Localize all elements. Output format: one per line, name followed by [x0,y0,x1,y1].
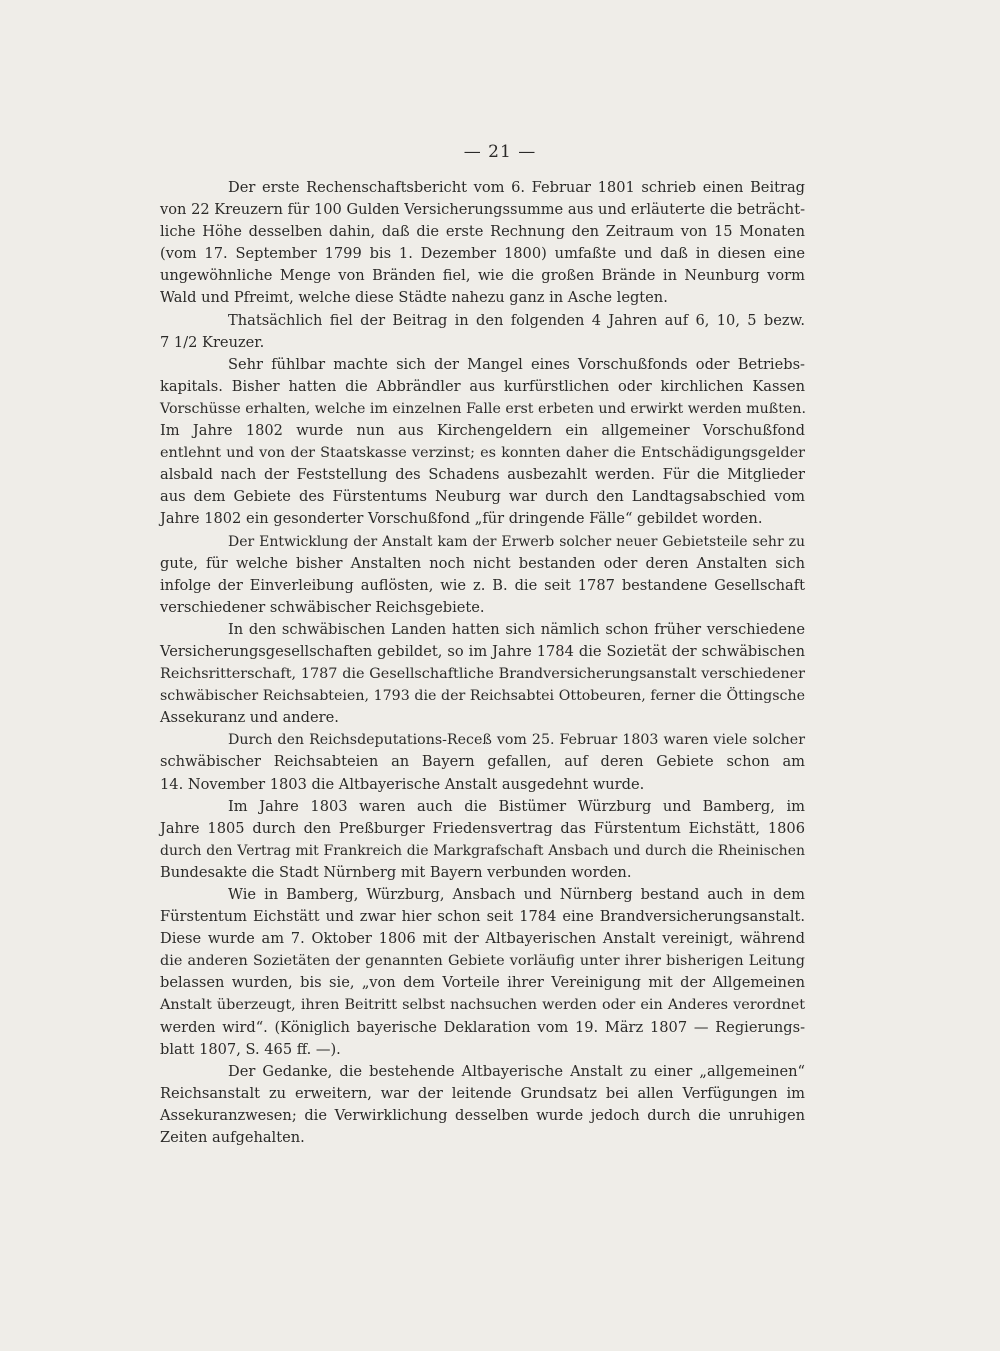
text-line: Assekuranzwesen; die Verwirklichung desselben wurde jedoch durch die unruhigen [160,1106,805,1124]
text-line: (vom 17. September 1799 bis 1. Dezember 1800) umfaßte und daß in diesen eine [160,245,805,263]
text-line: schwäbischer Reichsabteien, 1793 die der Reichsabtei Ottobeuren, ferner die Öttingsche [160,688,805,705]
text-line: Diese wurde am 7. Oktober 1806 mit der Altbayerischen Anstalt vereinigt, während [160,930,805,948]
text-line: Thatsächlich fiel der Beitrag in den folgenden 4 Jahren auf 6, 10, 5 bezw. [228,311,805,329]
text-line: belassen wurden, bis sie, „von dem Vorteile ihrer Vereinigung mit der Allgemeinen [160,974,805,992]
text-line: In den schwäbischen Landen hatten sich nämlich schon früher verschiedene [228,620,805,638]
text-line: durch den Vertrag mit Frankreich die Markgrafschaft Ansbach und durch die Rheinischen [160,842,805,859]
text-line: Durch den Reichsdeputations-Receß vom 25. Februar 1803 waren viele solcher [228,732,805,749]
text-line: verschiedener schwäbischer Reichsgebiete. [160,598,485,616]
text-line: Assekuranz und andere. [160,709,339,727]
text-line: Fürstentum Eichstätt und zwar hier schon seit 1784 eine Brandversicherungsanstalt. [160,908,805,926]
text-line: blatt 1807, S. 465 ff. —). [160,1040,341,1058]
text-line: schwäbischer Reichsabteien an Bayern gefallen, auf deren Gebiete schon am [160,753,805,771]
text-line: 14. November 1803 die Altbayerische Anstalt ausgedehnt wurde. [160,775,645,793]
text-line: alsbald nach der Feststellung des Schadens ausbezahlt werden. Für die Mitglieder [160,466,805,484]
text-line: Der Entwicklung der Anstalt kam der Erwerb solcher neuer Gebietsteile sehr zu [228,533,805,550]
text-line: gute, für welche bisher Anstalten noch nicht bestanden oder deren Anstalten sich [160,554,805,572]
text-line: entlehnt und von der Staatskasse verzinst; es konnten daher die Entschädigungsgelder [160,445,805,462]
text-line: liche Höhe desselben dahin, daß die erste Rechnung den Zeitraum von 15 Monaten [160,223,805,241]
text-line: aus dem Gebiete des Fürstentums Neuburg war durch den Landtagsabschied vom [160,488,805,506]
text-line: ungewöhnliche Menge von Bränden fiel, wie die großen Brände in Neunburg vorm [160,267,805,285]
text-line: kapitals. Bisher hatten die Abbrändler aus kurfürstlichen oder kirchlichen Kassen [160,377,805,395]
text-line: Wie in Bamberg, Würzburg, Ansbach und Nürnberg bestand auch in dem [228,886,805,903]
text-line: Im Jahre 1803 waren auch die Bistümer Würzburg und Bamberg, im [228,797,805,815]
body-text [160,177,805,1149]
text-line: Wald und Pfreimt, welche diese Städte nahezu ganz in Asche legten. [160,289,668,307]
text-line: werden wird“. (Königlich bayerische Deklaration vom 19. März 1807 — Regierungs- [160,1018,805,1036]
text-line: 7 1/2 Kreuzer. [160,333,265,351]
text-line: Jahre 1805 durch den Preßburger Friedensvertrag das Fürstentum Eichstätt, 1806 [160,819,805,837]
text-line: von 22 Kreuzern für 100 Gulden Versicherungssumme aus und erläuterte die beträcht- [160,201,805,219]
text-line: die anderen Sozietäten der genannten Gebiete vorläufig unter ihrer bisherigen Leitung [160,953,805,970]
text-line: Reichsritterschaft, 1787 die Gesellschaftliche Brandversicherungsanstalt verschiedener [160,666,805,683]
text-line: infolge der Einverleibung auflösten, wie z. B. die seit 1787 bestandene Gesellschaft [160,576,805,594]
text-line: Der Gedanke, die bestehende Altbayerische Anstalt zu einer „allgemeinen“ [228,1062,805,1080]
text-line: Im Jahre 1802 wurde nun aus Kirchengeldern ein allgemeiner Vorschußfond [160,422,805,440]
text-line: Jahre 1802 ein gesonderter Vorschußfond „für dringende Fälle“ gebildet worden. [160,510,763,528]
page-number: — 21 — [463,142,537,162]
text-line: Versicherungsgesellschaften gebildet, so im Jahre 1784 die Sozietät der schwäbischen [160,642,805,660]
text-line: Zeiten aufgehalten. [160,1129,305,1147]
text-line: Reichsanstalt zu erweitern, war der leitende Grundsatz bei allen Verfügungen im [160,1084,805,1102]
text-line: Anstalt überzeugt, ihren Beitritt selbst nachsuchen werden oder ein Anderes verordnet [160,997,805,1014]
text-line: Vorschüsse erhalten, welche im einzelnen Falle erst erbeten und erwirkt werden mußten. [160,400,806,417]
text-line: Der erste Rechenschaftsbericht vom 6. Februar 1801 schrieb einen Beitrag [228,179,805,196]
text-line: Bundesakte die Stadt Nürnberg mit Bayern verbunden worden. [160,863,632,881]
text-line: Sehr fühlbar machte sich der Mangel eines Vorschußfonds oder Betriebs- [228,355,805,373]
